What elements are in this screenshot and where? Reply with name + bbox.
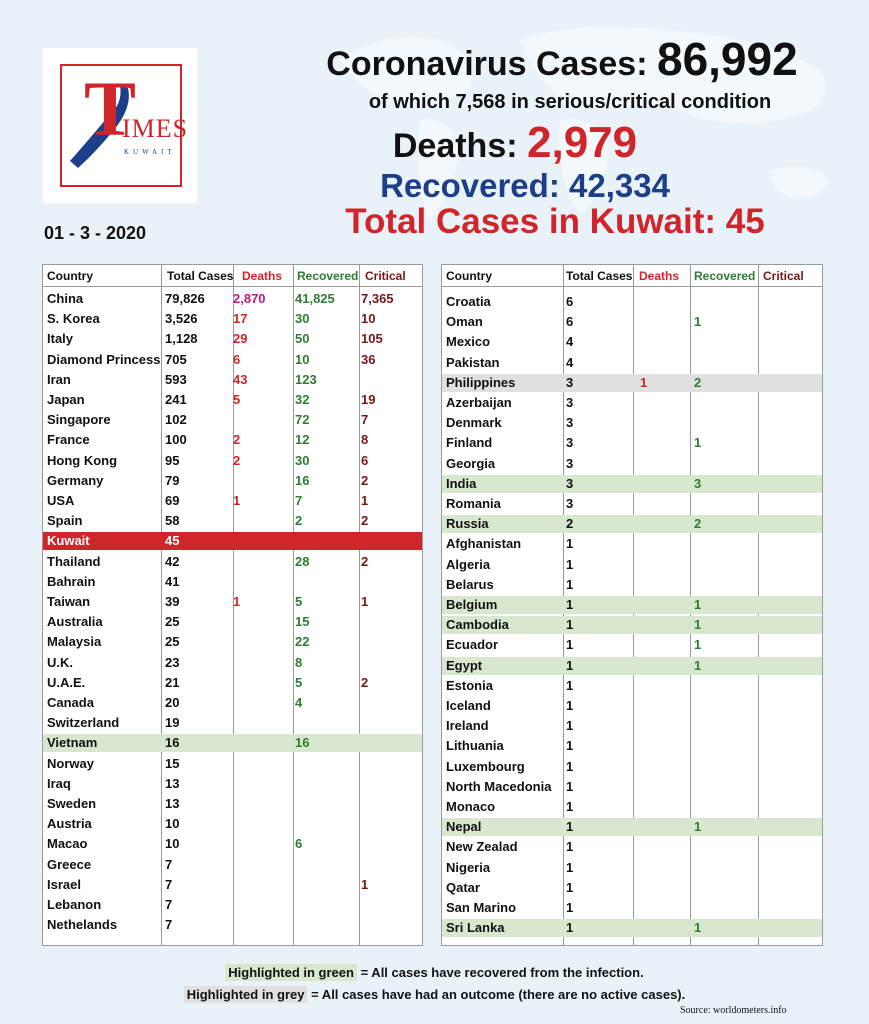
kuwait-label: Total Cases in Kuwait: xyxy=(345,202,717,241)
cell-total: 10 xyxy=(165,816,180,832)
cell-critical: 1 xyxy=(361,493,369,508)
cell-total: 1,128 xyxy=(165,331,198,347)
cell-total: 705 xyxy=(165,351,187,367)
cell-recovered: 41,825 xyxy=(295,291,335,306)
cell-country: USA xyxy=(47,493,75,508)
cell-recovered: 28 xyxy=(295,553,310,569)
cell-total: 95 xyxy=(165,452,180,468)
cell-total: 3 xyxy=(566,435,574,451)
cell-recovered: 1 xyxy=(694,920,702,936)
col-recovered-header: Recovered xyxy=(694,269,756,283)
cell-country: Mexico xyxy=(446,334,491,350)
cell-total: 20 xyxy=(165,695,180,710)
table-row xyxy=(43,351,422,369)
cell-total: 41 xyxy=(165,573,180,589)
cell-total: 4 xyxy=(566,354,574,370)
table-row xyxy=(43,472,422,490)
cell-total: 6 xyxy=(566,314,574,330)
table-row xyxy=(43,532,422,550)
table-row xyxy=(442,616,822,634)
cases-value: 86,992 xyxy=(656,33,798,85)
cell-total: 3 xyxy=(566,395,574,410)
cell-total: 7 xyxy=(165,897,173,912)
cell-total: 1 xyxy=(566,879,574,895)
cell-country: New Zealad xyxy=(446,839,518,855)
table-row xyxy=(442,919,822,937)
cell-recovered: 10 xyxy=(295,351,310,367)
table-row xyxy=(43,371,422,389)
cell-country: Australia xyxy=(47,614,103,630)
table-row xyxy=(43,330,422,348)
cell-total: 7 xyxy=(165,917,173,933)
col-total-header: Total Cases xyxy=(566,269,633,283)
cell-total: 21 xyxy=(165,674,180,690)
cell-total: 69 xyxy=(165,493,180,508)
cell-recovered: 2 xyxy=(694,374,702,390)
cell-total: 1 xyxy=(566,556,574,572)
table-row xyxy=(442,535,822,553)
logo-kuwait: KUWAIT xyxy=(124,148,176,156)
serious-suffix: in serious/critical condition xyxy=(511,91,772,113)
legend-grey xyxy=(0,987,869,1002)
table-row xyxy=(442,737,822,755)
cell-country: Germany xyxy=(47,472,104,488)
cell-recovered: 3 xyxy=(694,475,702,491)
kuwait-value: 45 xyxy=(725,202,765,241)
table-header xyxy=(442,265,822,287)
headline-kuwait xyxy=(290,202,820,242)
table-row xyxy=(442,677,822,695)
cell-country: Estonia xyxy=(446,677,493,693)
cell-critical: 1 xyxy=(361,594,369,609)
table-row xyxy=(442,657,822,675)
table-row xyxy=(43,553,422,571)
cell-country: Diamond Princess xyxy=(47,351,161,367)
recovered-label: Recovered: xyxy=(380,167,560,204)
table-row xyxy=(43,775,422,793)
cell-total: 7 xyxy=(165,876,173,892)
legend-green-mark: Highlighted in green xyxy=(225,964,357,981)
col-country-header: Country xyxy=(446,269,492,283)
cell-country: Canada xyxy=(47,695,94,710)
cell-recovered: 5 xyxy=(295,594,303,609)
cases-table-right xyxy=(441,264,823,946)
cell-deaths: 43 xyxy=(233,371,248,387)
cell-country: Israel xyxy=(47,876,81,892)
cell-country: Spain xyxy=(47,513,83,529)
cell-country: Sri Lanka xyxy=(446,920,505,936)
table-row xyxy=(442,798,822,816)
col-deaths-header: Deaths xyxy=(242,269,283,283)
cell-country: Azerbaijan xyxy=(446,395,512,410)
table-row xyxy=(43,310,422,328)
table-row xyxy=(43,694,422,712)
legend-green-text: = All cases have recovered from the infection. xyxy=(356,965,644,980)
cell-total: 3 xyxy=(566,496,574,511)
table-row xyxy=(442,394,822,412)
table-row xyxy=(442,455,822,473)
cell-recovered: 50 xyxy=(295,331,310,347)
cell-total: 3 xyxy=(566,475,574,491)
cell-recovered: 12 xyxy=(295,432,310,448)
table-row xyxy=(442,879,822,897)
cell-total: 1 xyxy=(566,576,574,592)
cell-country: Lithuania xyxy=(446,738,504,754)
cell-total: 102 xyxy=(165,412,187,428)
cell-country: Pakistan xyxy=(446,354,500,370)
table-row xyxy=(442,899,822,917)
col-critical-header: Critical xyxy=(365,269,406,283)
cell-critical: 6 xyxy=(361,452,369,468)
table-row xyxy=(442,354,822,372)
table-row xyxy=(442,636,822,654)
cell-country: India xyxy=(446,475,477,491)
deaths-value: 2,979 xyxy=(527,118,638,167)
cell-total: 1 xyxy=(566,859,574,875)
cell-country: Singapore xyxy=(47,412,111,428)
cell-country: Ireland xyxy=(446,718,489,734)
cell-total: 3 xyxy=(566,415,574,431)
table-row xyxy=(442,576,822,594)
cell-country: Philippines xyxy=(446,374,516,390)
cell-critical: 2 xyxy=(361,553,369,569)
cell-total: 1 xyxy=(566,778,574,794)
table-row xyxy=(442,596,822,614)
cell-total: 6 xyxy=(566,294,574,309)
cell-critical: 105 xyxy=(361,331,383,347)
cell-country: Iraq xyxy=(47,775,71,791)
cell-country: Nethelands xyxy=(47,917,118,933)
table-row xyxy=(43,633,422,651)
cell-deaths: 17 xyxy=(233,311,248,327)
cell-deaths: 2 xyxy=(233,432,241,448)
table-row xyxy=(43,654,422,672)
table-row xyxy=(43,431,422,449)
table-row xyxy=(442,818,822,836)
cell-total: 593 xyxy=(165,371,187,387)
cell-deaths: 1 xyxy=(640,374,648,390)
cell-recovered: 15 xyxy=(295,614,310,630)
cases-table-left xyxy=(42,264,423,946)
cell-country: Croatia xyxy=(446,294,491,309)
cell-total: 58 xyxy=(165,513,180,529)
cell-critical: 10 xyxy=(361,311,376,327)
cell-recovered: 6 xyxy=(295,836,303,852)
cell-deaths: 6 xyxy=(233,351,241,367)
cell-recovered: 22 xyxy=(295,634,310,650)
table-row xyxy=(43,795,422,813)
cell-critical: 2 xyxy=(361,472,369,488)
col-recovered-header: Recovered xyxy=(297,269,359,283)
cell-recovered: 16 xyxy=(295,472,310,488)
deaths-label: Deaths: xyxy=(392,127,518,165)
cell-deaths: 2 xyxy=(233,452,241,468)
cell-country: Hong Kong xyxy=(47,452,118,468)
cell-total: 39 xyxy=(165,594,180,609)
cell-country: U.K. xyxy=(47,654,73,670)
recovered-value: 42,334 xyxy=(568,167,670,204)
cell-recovered: 7 xyxy=(295,493,303,508)
cell-total: 1 xyxy=(566,718,574,734)
headline-recovered xyxy=(290,167,760,205)
cell-total: 42 xyxy=(165,553,180,569)
table-row xyxy=(442,859,822,877)
cell-country: Switzerland xyxy=(47,715,120,731)
cell-critical: 8 xyxy=(361,432,369,448)
times-kuwait-logo xyxy=(43,48,197,203)
cell-country: Vietnam xyxy=(47,735,98,751)
logo-letters-imes: IMES xyxy=(122,114,189,143)
table-row xyxy=(43,755,422,773)
cell-recovered: 1 xyxy=(694,314,702,330)
table-row xyxy=(442,374,822,392)
cell-total: 1 xyxy=(566,920,574,936)
cell-recovered: 72 xyxy=(295,412,310,428)
cell-deaths: 29 xyxy=(233,331,248,347)
cell-total: 7 xyxy=(165,856,173,872)
table-row xyxy=(43,411,422,429)
cell-country: Russia xyxy=(446,516,489,532)
table-row xyxy=(43,613,422,631)
cell-total: 79 xyxy=(165,472,180,488)
table-row xyxy=(43,512,422,530)
col-country-header: Country xyxy=(47,269,93,283)
cell-country: Taiwan xyxy=(47,594,91,609)
table-row xyxy=(442,414,822,432)
cell-deaths: 5 xyxy=(233,392,241,407)
cell-recovered: 1 xyxy=(694,637,702,653)
cell-country: Qatar xyxy=(446,879,480,895)
cell-country: Iceland xyxy=(446,698,491,713)
cell-recovered: 1 xyxy=(694,819,702,835)
cell-country: Lebanon xyxy=(47,897,102,912)
cell-country: Georgia xyxy=(446,455,496,471)
cell-country: Bahrain xyxy=(47,573,96,589)
cell-recovered: 1 xyxy=(694,617,702,633)
table-row xyxy=(43,492,422,510)
table-row xyxy=(442,333,822,351)
cell-critical: 2 xyxy=(361,513,369,529)
cell-total: 45 xyxy=(165,533,180,549)
cell-recovered: 8 xyxy=(295,654,303,670)
cell-country: San Marino xyxy=(446,900,517,915)
cell-country: Algeria xyxy=(446,556,491,572)
logo-letter-t: T xyxy=(84,65,137,152)
cell-critical: 7 xyxy=(361,412,369,428)
table-row xyxy=(43,815,422,833)
cell-country: Ecuador xyxy=(446,637,499,653)
cell-country: U.A.E. xyxy=(47,674,86,690)
table-row xyxy=(442,556,822,574)
legend-grey-mark: Highlighted in grey xyxy=(184,986,308,1003)
cell-total: 15 xyxy=(165,755,180,771)
col-critical-header: Critical xyxy=(763,269,804,283)
cell-country: China xyxy=(47,291,84,306)
cell-total: 1 xyxy=(566,799,574,814)
cell-total: 1 xyxy=(566,536,574,552)
cell-total: 1 xyxy=(566,900,574,915)
cell-country: Macao xyxy=(47,836,88,852)
table-row xyxy=(442,495,822,513)
table-row xyxy=(442,838,822,856)
cell-recovered: 123 xyxy=(295,371,317,387)
table-row xyxy=(442,313,822,331)
table-row xyxy=(43,856,422,874)
table-row xyxy=(43,674,422,692)
logo-frame xyxy=(60,64,189,187)
cell-recovered: 5 xyxy=(295,674,303,690)
cell-total: 1 xyxy=(566,738,574,754)
cell-total: 25 xyxy=(165,614,180,630)
cell-country: Thailand xyxy=(47,553,101,569)
cell-total: 2 xyxy=(566,516,574,532)
cell-deaths: 2,870 xyxy=(233,291,266,306)
cell-country: North Macedonia xyxy=(446,778,552,794)
cell-total: 100 xyxy=(165,432,187,448)
cell-country: Finland xyxy=(446,435,493,451)
logo-the: THE xyxy=(70,111,90,134)
cell-total: 25 xyxy=(165,634,180,650)
table-row xyxy=(442,778,822,796)
cell-total: 1 xyxy=(566,839,574,855)
cell-recovered: 1 xyxy=(694,597,702,612)
table-row xyxy=(43,452,422,470)
cell-critical: 36 xyxy=(361,351,376,367)
cell-country: S. Korea xyxy=(47,311,100,327)
headline-serious xyxy=(290,91,850,114)
cell-deaths: 1 xyxy=(233,594,241,609)
cell-recovered: 30 xyxy=(295,452,310,468)
col-deaths-header: Deaths xyxy=(639,269,680,283)
table-row xyxy=(43,896,422,914)
cell-country: Greece xyxy=(47,856,92,872)
headline-cases xyxy=(282,32,842,86)
cell-country: Luxembourg xyxy=(446,758,525,774)
cell-country: Belarus xyxy=(446,576,494,592)
serious-prefix: of which xyxy=(368,91,450,113)
table-row xyxy=(43,290,422,308)
cell-total: 10 xyxy=(165,836,180,852)
table-row xyxy=(43,391,422,409)
cell-recovered: 32 xyxy=(295,392,310,407)
table-row xyxy=(43,835,422,853)
cell-country: Oman xyxy=(446,314,483,330)
col-total-header: Total Cases xyxy=(167,269,234,283)
cell-total: 1 xyxy=(566,758,574,774)
cell-country: Norway xyxy=(47,755,94,771)
cell-total: 3 xyxy=(566,455,574,471)
cell-total: 13 xyxy=(165,775,180,791)
serious-value: 7,568 xyxy=(455,91,506,113)
cases-label: Coronavirus Cases: xyxy=(326,45,648,83)
cell-country: Monaco xyxy=(446,799,496,814)
cell-total: 1 xyxy=(566,819,574,835)
cell-country: Sweden xyxy=(47,796,97,811)
cell-country: Romania xyxy=(446,496,501,511)
cell-country: Japan xyxy=(47,392,85,407)
table-row xyxy=(43,593,422,611)
cell-recovered: 30 xyxy=(295,311,310,327)
table-row xyxy=(442,434,822,452)
headline-deaths xyxy=(290,118,740,168)
cell-recovered: 16 xyxy=(295,735,310,751)
source-credit: Source: worldometers.info xyxy=(680,1005,787,1016)
cell-total: 3,526 xyxy=(165,311,198,327)
cell-total: 19 xyxy=(165,715,180,731)
cell-total: 1 xyxy=(566,637,574,653)
cell-country: Nigeria xyxy=(446,859,491,875)
cell-country: Denmark xyxy=(446,415,502,431)
cell-total: 1 xyxy=(566,657,574,673)
cell-country: France xyxy=(47,432,90,448)
cell-deaths: 1 xyxy=(233,493,241,508)
cell-total: 1 xyxy=(566,597,574,612)
cell-critical: 7,365 xyxy=(361,291,394,306)
cell-country: Belgium xyxy=(446,597,498,612)
cell-total: 1 xyxy=(566,677,574,693)
cell-total: 23 xyxy=(165,654,180,670)
cell-recovered: 1 xyxy=(694,657,702,673)
table-row xyxy=(442,475,822,493)
cell-recovered: 2 xyxy=(694,516,702,532)
cell-critical: 1 xyxy=(361,876,369,892)
cell-total: 1 xyxy=(566,617,574,633)
table-row xyxy=(43,734,422,752)
table-row xyxy=(43,916,422,934)
cell-country: Nepal xyxy=(446,819,482,835)
cell-recovered: 4 xyxy=(295,695,303,710)
cell-total: 79,826 xyxy=(165,291,205,306)
legend-green xyxy=(0,965,869,980)
cell-country: Austria xyxy=(47,816,92,832)
report-date: 01 - 3 - 2020 xyxy=(44,223,147,243)
legend-grey-text: = All cases have had an outcome (there are no active cases). xyxy=(307,987,686,1002)
table-row xyxy=(43,714,422,732)
table-row xyxy=(442,515,822,533)
cell-country: Malaysia xyxy=(47,634,102,650)
cell-critical: 19 xyxy=(361,392,376,407)
cell-total: 16 xyxy=(165,735,180,751)
table-row xyxy=(442,697,822,715)
table-row xyxy=(442,293,822,311)
cell-recovered: 2 xyxy=(295,513,303,529)
cell-country: Italy xyxy=(47,331,74,347)
cell-country: Cambodia xyxy=(446,617,509,633)
cell-recovered: 1 xyxy=(694,435,702,451)
cell-total: 241 xyxy=(165,392,187,407)
table-row xyxy=(43,573,422,591)
table-row xyxy=(442,717,822,735)
cell-country: Egypt xyxy=(446,657,483,673)
cell-total: 1 xyxy=(566,698,574,713)
cell-total: 13 xyxy=(165,796,180,811)
cell-country: Kuwait xyxy=(47,533,90,549)
table-row xyxy=(43,876,422,894)
cell-critical: 2 xyxy=(361,674,369,690)
cell-country: Iran xyxy=(47,371,71,387)
cell-total: 4 xyxy=(566,334,574,350)
cell-total: 3 xyxy=(566,374,574,390)
table-row xyxy=(442,758,822,776)
cell-country: Afghanistan xyxy=(446,536,522,552)
